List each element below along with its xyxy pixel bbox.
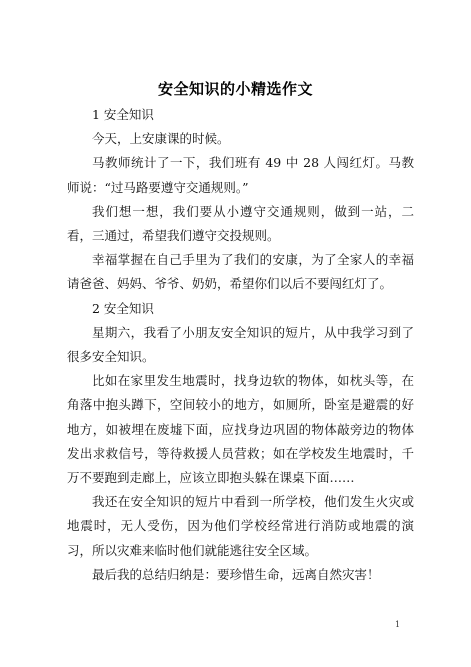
paragraph: 我们想一想，我们要从小遵守交通规则，做到一站，二看，三通过，希望我们遵守交投规则。	[67, 203, 414, 244]
paragraph: 我还在安全知识的短片中看到一所学校，他们发生火灾或地震时，无人受伤，因为他们学校经常进行消防或地震的演习，所以灾难来临时他们就能逃往安全区域。	[67, 494, 414, 558]
section-heading-2: 2 安全知识	[92, 300, 154, 316]
paragraph: 马教师统计了一下，我们班有 49 中 28 人闯红灯。马教师说：“过马路要遵守交通规则。”	[67, 155, 414, 195]
section-heading-1: 1 安全知识	[92, 107, 154, 122]
document-body	[67, 103, 414, 587]
document-title: 安全知识的小精选作文	[157, 80, 313, 98]
paragraph: 星期六，我看了小朋友安全知识的短片，从中我学习到了很多安全知识。	[67, 324, 414, 365]
paragraph: 今天，上安康课的时候。	[92, 131, 230, 147]
paragraph: 最后我的总结归纳是：要珍惜生命，远离自然灾害！	[92, 566, 380, 582]
paragraph: 比如在家里发生地震时，找身边软的物体，如枕头等，在角落中抱头蹲下，空间较小的地方，如厕所，卧室是避震的好地方，如被埋在废墟下面，应找身边巩固的物体敲旁边的物体发出求救信号，等待救援人员营救；如在学校发生地震时，千万不要跑到走廊上，应该立即抱头躲在课桌下面……	[67, 373, 414, 486]
page-number: 1	[395, 620, 401, 629]
paragraph: 幸福掌握在自己手里为了我们的安康，为了全家人的幸福请爸爸、妈妈、爷爷、奶奶，希望你们以后不要闯红灯了。	[67, 252, 414, 292]
